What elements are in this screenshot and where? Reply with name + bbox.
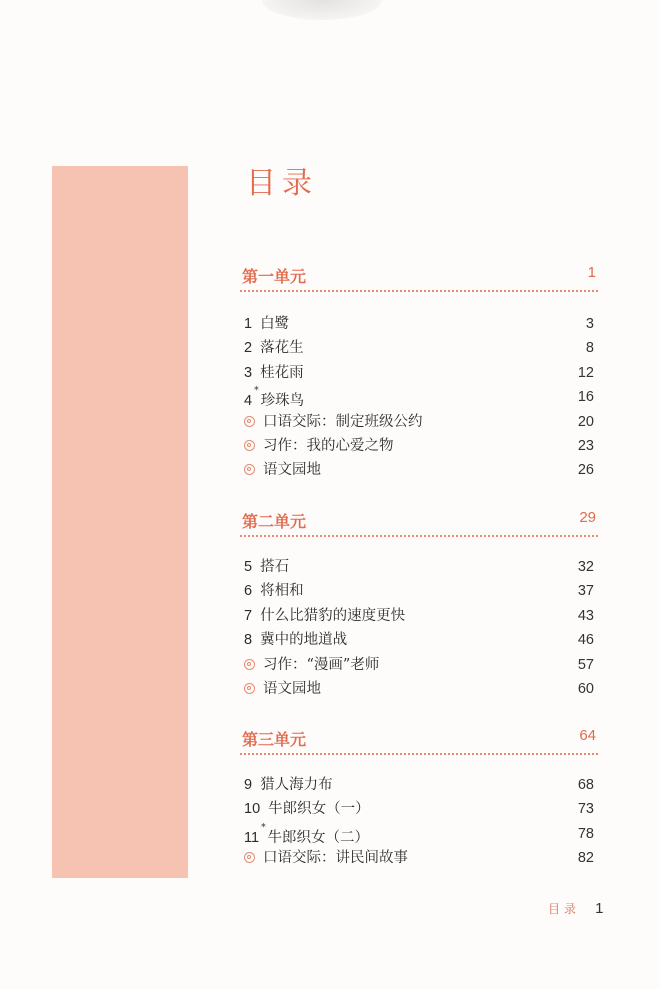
unit-heading-1[interactable] <box>240 264 598 290</box>
lesson-title: 语文园地 <box>263 680 321 697</box>
toc-entry-label <box>244 336 304 360</box>
toc-entry[interactable] <box>244 773 598 797</box>
lesson-page-number: 3 <box>585 316 594 332</box>
unit-heading-2[interactable] <box>240 509 598 535</box>
footer-label: 目录 <box>548 902 581 916</box>
toc-entry-label <box>244 773 333 797</box>
lesson-list-unit-2 <box>244 555 598 701</box>
unit-page-number: 1 <box>587 264 596 281</box>
lesson-page-number: 82 <box>577 850 594 867</box>
toc-entry-label <box>244 410 423 434</box>
lesson-title: 珍珠鸟 <box>260 393 305 409</box>
toc-entry[interactable] <box>244 677 598 701</box>
lesson-title: 搭石 <box>260 559 290 575</box>
toc-entry-label <box>244 604 405 628</box>
lesson-number: 4 <box>244 393 253 409</box>
lesson-page-number: 68 <box>577 777 594 793</box>
lesson-page-number: 8 <box>585 340 594 357</box>
toc-entry-label <box>244 361 304 385</box>
toc-entry-label <box>244 653 379 677</box>
lesson-title: 口语交际：讲民间故事 <box>263 850 408 867</box>
double-circle-bullet-icon <box>244 683 255 694</box>
unit-page-number: 29 <box>579 509 596 526</box>
lesson-number: 8 <box>244 632 253 649</box>
lesson-title: 习作：“漫画”老师 <box>263 656 380 673</box>
unit-heading-3[interactable] <box>240 727 598 753</box>
lesson-number: 9 <box>244 777 253 793</box>
lesson-title: 白鹭 <box>260 316 290 332</box>
lesson-number: 7 <box>244 607 253 624</box>
toc-entry-label <box>244 677 321 701</box>
lesson-page-number: 12 <box>577 364 594 381</box>
toc-entry[interactable] <box>244 846 598 870</box>
lesson-page-number: 32 <box>577 559 594 575</box>
toc-entry-label <box>244 555 289 579</box>
lesson-title: 猎人海力布 <box>260 777 333 793</box>
toc-entry-label <box>244 846 408 870</box>
lesson-title: 习作：我的心爱之物 <box>263 437 394 454</box>
double-circle-bullet-icon <box>244 659 255 670</box>
lesson-title: 落花生 <box>260 340 304 357</box>
lesson-page-number: 57 <box>577 656 594 673</box>
toc-entry[interactable] <box>244 579 598 603</box>
toc-entry-label <box>244 628 347 652</box>
toc-entry[interactable] <box>244 410 598 434</box>
unit-page-number: 64 <box>579 727 596 744</box>
dotted-divider <box>240 535 598 537</box>
lesson-page-number: 37 <box>577 583 594 600</box>
toc-entry[interactable] <box>244 385 598 409</box>
lesson-number: 3 <box>244 364 253 381</box>
lesson-page-number: 20 <box>577 413 594 430</box>
page-footer <box>548 898 603 917</box>
toc-entry[interactable] <box>244 604 598 628</box>
unit-title: 第三单元 <box>242 730 307 749</box>
toc-entry[interactable] <box>244 628 598 652</box>
double-circle-bullet-icon <box>244 416 255 427</box>
lesson-page-number: 23 <box>577 437 594 454</box>
toc-entry[interactable] <box>244 653 598 677</box>
lesson-title: 语文园地 <box>263 462 321 479</box>
lesson-title: 冀中的地道战 <box>260 632 348 649</box>
lesson-page-number: 43 <box>577 607 594 624</box>
toc-entry[interactable] <box>244 434 598 458</box>
toc-entry[interactable] <box>244 822 598 846</box>
lesson-title: 将相和 <box>260 583 304 600</box>
toc-entry[interactable] <box>244 797 598 821</box>
dotted-divider <box>240 290 598 292</box>
lesson-list-unit-3 <box>244 773 598 871</box>
optional-lesson-asterisk: * <box>261 822 266 833</box>
toc-entry-label <box>244 312 289 336</box>
lesson-title: 牛郎织女（二） <box>267 829 370 846</box>
unit-title: 第一单元 <box>242 267 307 286</box>
lesson-page-number: 16 <box>577 389 594 406</box>
toc-entry[interactable] <box>244 336 598 360</box>
toc-entry-label <box>244 797 370 821</box>
optional-lesson-asterisk: * <box>254 386 259 397</box>
lesson-title: 桂花雨 <box>260 364 304 381</box>
toc-entry-label <box>244 458 321 482</box>
toc-entry[interactable] <box>244 555 598 579</box>
lesson-number: 10 <box>244 801 261 818</box>
lesson-page-number: 26 <box>577 462 594 479</box>
lesson-page-number: 46 <box>577 632 594 649</box>
lesson-title: 什么比猎豹的速度更快 <box>260 607 406 624</box>
double-circle-bullet-icon <box>244 852 255 863</box>
lesson-number: 11 <box>244 829 260 846</box>
lesson-page-number: 60 <box>577 680 594 697</box>
lesson-list-unit-1 <box>244 312 598 483</box>
lesson-number: 2 <box>244 340 253 357</box>
dotted-divider <box>240 753 598 755</box>
lesson-number: 6 <box>244 583 253 600</box>
double-circle-bullet-icon <box>244 464 255 475</box>
footer-page-number: 1 <box>595 900 604 917</box>
toc-entry-label <box>244 434 394 458</box>
double-circle-bullet-icon <box>244 440 255 451</box>
toc-entry[interactable] <box>244 361 598 385</box>
toc-entry-label <box>244 579 304 603</box>
toc-entry[interactable] <box>244 458 598 482</box>
unit-title: 第二单元 <box>242 512 307 531</box>
lesson-title: 牛郎织女（一） <box>268 801 370 818</box>
lesson-page-number: 73 <box>577 801 594 818</box>
page-fold-shadow <box>262 0 382 20</box>
decorative-side-band <box>52 166 188 878</box>
toc-entry[interactable] <box>244 312 598 336</box>
lesson-number: 1 <box>244 316 253 332</box>
page-title: 目录 <box>246 166 318 201</box>
lesson-page-number: 78 <box>577 825 594 842</box>
lesson-number: 5 <box>244 559 253 575</box>
lesson-title: 口语交际：制定班级公约 <box>263 413 423 430</box>
